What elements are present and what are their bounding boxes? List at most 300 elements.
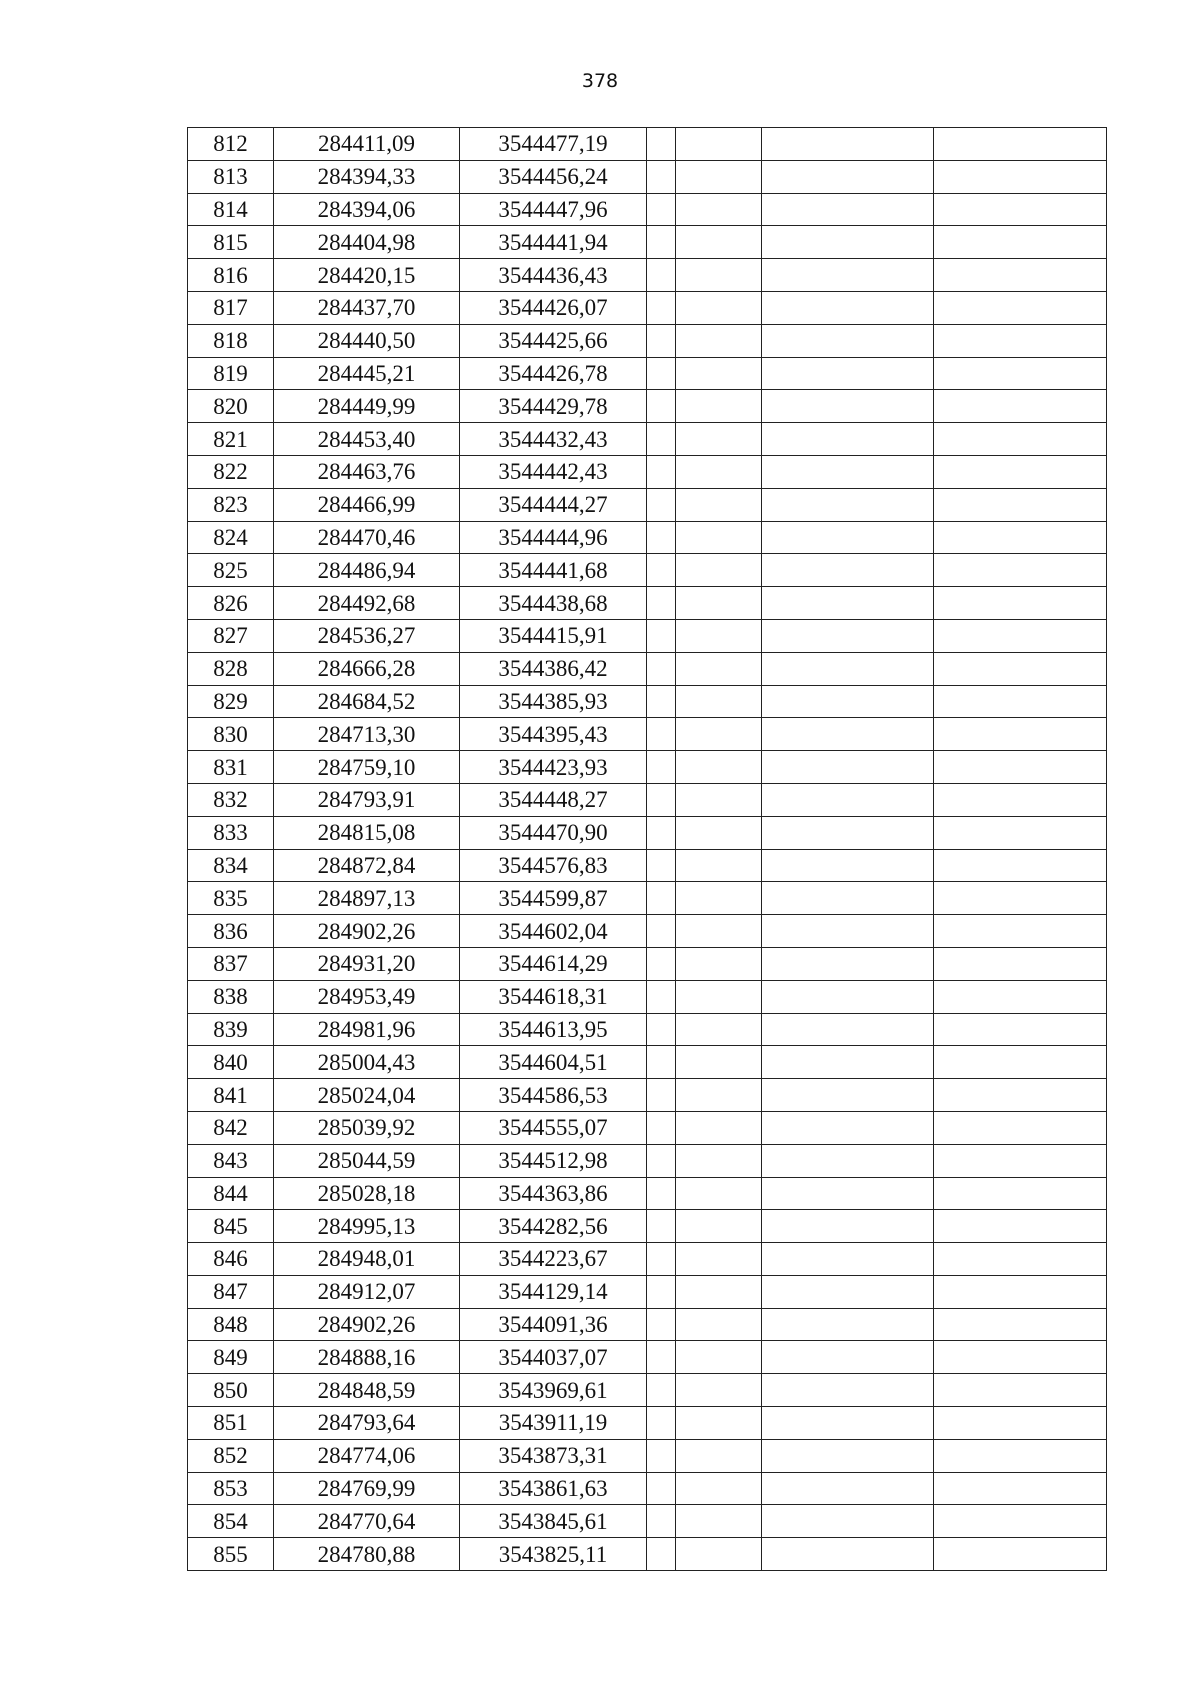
table-row xyxy=(188,488,1107,521)
x-coordinate-cell: 284411,09 xyxy=(274,128,460,161)
point-number-cell: 842 xyxy=(188,1111,274,1144)
y-coordinate-cell: 3544385,93 xyxy=(460,685,647,718)
y-coordinate-cell: 3544438,68 xyxy=(460,587,647,620)
point-number-cell: 840 xyxy=(188,1046,274,1079)
y-coordinate-cell: 3544037,07 xyxy=(460,1341,647,1374)
y-coordinate-cell: 3544223,67 xyxy=(460,1243,647,1276)
y-coordinate-cell: 3544386,42 xyxy=(460,652,647,685)
empty-cell xyxy=(647,783,676,816)
empty-cell xyxy=(934,1210,1107,1243)
empty-cell xyxy=(647,652,676,685)
point-number-cell: 839 xyxy=(188,1013,274,1046)
empty-cell xyxy=(647,718,676,751)
empty-cell xyxy=(676,1013,762,1046)
x-coordinate-cell: 284466,99 xyxy=(274,488,460,521)
table-row xyxy=(188,1111,1107,1144)
point-number-cell: 818 xyxy=(188,324,274,357)
empty-cell xyxy=(934,980,1107,1013)
empty-cell xyxy=(647,1538,676,1571)
x-coordinate-cell: 284536,27 xyxy=(274,619,460,652)
empty-cell xyxy=(934,324,1107,357)
y-coordinate-cell: 3544576,83 xyxy=(460,849,647,882)
table-row xyxy=(188,1144,1107,1177)
x-coordinate-cell: 285004,43 xyxy=(274,1046,460,1079)
table-row xyxy=(188,816,1107,849)
x-coordinate-cell: 284872,84 xyxy=(274,849,460,882)
table-row xyxy=(188,1275,1107,1308)
empty-cell xyxy=(647,291,676,324)
empty-cell xyxy=(762,1439,934,1472)
empty-cell xyxy=(762,128,934,161)
empty-cell xyxy=(676,259,762,292)
empty-cell xyxy=(762,160,934,193)
x-coordinate-cell: 284470,46 xyxy=(274,521,460,554)
empty-cell xyxy=(762,455,934,488)
x-coordinate-cell: 284437,70 xyxy=(274,291,460,324)
empty-cell xyxy=(676,1374,762,1407)
empty-cell xyxy=(676,1243,762,1276)
coordinates-table xyxy=(187,127,1107,1571)
empty-cell xyxy=(676,455,762,488)
x-coordinate-cell: 284931,20 xyxy=(274,947,460,980)
empty-cell xyxy=(762,1275,934,1308)
empty-cell xyxy=(762,1407,934,1440)
table-row xyxy=(188,357,1107,390)
point-number-cell: 838 xyxy=(188,980,274,1013)
point-number-cell: 853 xyxy=(188,1472,274,1505)
empty-cell xyxy=(647,751,676,784)
empty-cell xyxy=(676,1407,762,1440)
empty-cell xyxy=(934,1308,1107,1341)
table-row xyxy=(188,1374,1107,1407)
table-row xyxy=(188,1243,1107,1276)
empty-cell xyxy=(676,226,762,259)
empty-cell xyxy=(647,1275,676,1308)
empty-cell xyxy=(762,587,934,620)
empty-cell xyxy=(762,291,934,324)
empty-cell xyxy=(647,1013,676,1046)
empty-cell xyxy=(676,587,762,620)
x-coordinate-cell: 284713,30 xyxy=(274,718,460,751)
empty-cell xyxy=(762,980,934,1013)
table-row xyxy=(188,193,1107,226)
point-number-cell: 852 xyxy=(188,1439,274,1472)
empty-cell xyxy=(676,1210,762,1243)
empty-cell xyxy=(934,291,1107,324)
empty-cell xyxy=(934,259,1107,292)
empty-cell xyxy=(647,915,676,948)
x-coordinate-cell: 284759,10 xyxy=(274,751,460,784)
empty-cell xyxy=(934,718,1107,751)
table-row xyxy=(188,259,1107,292)
empty-cell xyxy=(934,882,1107,915)
table-row xyxy=(188,226,1107,259)
y-coordinate-cell: 3544436,43 xyxy=(460,259,647,292)
x-coordinate-cell: 284888,16 xyxy=(274,1341,460,1374)
empty-cell xyxy=(762,390,934,423)
empty-cell xyxy=(934,423,1107,456)
table-row xyxy=(188,947,1107,980)
x-coordinate-cell: 284666,28 xyxy=(274,652,460,685)
y-coordinate-cell: 3544602,04 xyxy=(460,915,647,948)
empty-cell xyxy=(934,1177,1107,1210)
empty-cell xyxy=(934,1111,1107,1144)
empty-cell xyxy=(647,1079,676,1112)
x-coordinate-cell: 284948,01 xyxy=(274,1243,460,1276)
empty-cell xyxy=(934,1538,1107,1571)
table-row xyxy=(188,521,1107,554)
table-row xyxy=(188,1210,1107,1243)
table-row xyxy=(188,128,1107,161)
empty-cell xyxy=(676,1505,762,1538)
empty-cell xyxy=(676,390,762,423)
y-coordinate-cell: 3544425,66 xyxy=(460,324,647,357)
point-number-cell: 816 xyxy=(188,259,274,292)
x-coordinate-cell: 284953,49 xyxy=(274,980,460,1013)
empty-cell xyxy=(762,1308,934,1341)
empty-cell xyxy=(762,521,934,554)
empty-cell xyxy=(647,390,676,423)
empty-cell xyxy=(934,816,1107,849)
x-coordinate-cell: 284404,98 xyxy=(274,226,460,259)
table-row xyxy=(188,324,1107,357)
y-coordinate-cell: 3544613,95 xyxy=(460,1013,647,1046)
x-coordinate-cell: 284486,94 xyxy=(274,554,460,587)
empty-cell xyxy=(762,783,934,816)
point-number-cell: 817 xyxy=(188,291,274,324)
table-row xyxy=(188,1308,1107,1341)
empty-cell xyxy=(762,1079,934,1112)
y-coordinate-cell: 3544423,93 xyxy=(460,751,647,784)
x-coordinate-cell: 285024,04 xyxy=(274,1079,460,1112)
table-row xyxy=(188,291,1107,324)
empty-cell xyxy=(934,226,1107,259)
point-number-cell: 833 xyxy=(188,816,274,849)
empty-cell xyxy=(934,1046,1107,1079)
y-coordinate-cell: 3544363,86 xyxy=(460,1177,647,1210)
point-number-cell: 855 xyxy=(188,1538,274,1571)
x-coordinate-cell: 284420,15 xyxy=(274,259,460,292)
empty-cell xyxy=(647,160,676,193)
x-coordinate-cell: 284815,08 xyxy=(274,816,460,849)
point-number-cell: 846 xyxy=(188,1243,274,1276)
empty-cell xyxy=(676,521,762,554)
table-row xyxy=(188,1538,1107,1571)
point-number-cell: 832 xyxy=(188,783,274,816)
empty-cell xyxy=(676,128,762,161)
point-number-cell: 847 xyxy=(188,1275,274,1308)
empty-cell xyxy=(647,423,676,456)
empty-cell xyxy=(762,324,934,357)
empty-cell xyxy=(762,259,934,292)
empty-cell xyxy=(762,915,934,948)
empty-cell xyxy=(762,1144,934,1177)
table-row xyxy=(188,1505,1107,1538)
empty-cell xyxy=(647,521,676,554)
x-coordinate-cell: 284440,50 xyxy=(274,324,460,357)
y-coordinate-cell: 3544448,27 xyxy=(460,783,647,816)
empty-cell xyxy=(934,1407,1107,1440)
empty-cell xyxy=(676,1538,762,1571)
table-row xyxy=(188,652,1107,685)
point-number-cell: 830 xyxy=(188,718,274,751)
empty-cell xyxy=(647,554,676,587)
page-number: 378 xyxy=(581,70,619,92)
empty-cell xyxy=(647,357,676,390)
empty-cell xyxy=(676,1308,762,1341)
empty-cell xyxy=(676,619,762,652)
empty-cell xyxy=(934,1341,1107,1374)
empty-cell xyxy=(676,718,762,751)
y-coordinate-cell: 3544282,56 xyxy=(460,1210,647,1243)
empty-cell xyxy=(934,1144,1107,1177)
empty-cell xyxy=(934,1079,1107,1112)
x-coordinate-cell: 284463,76 xyxy=(274,455,460,488)
empty-cell xyxy=(762,1177,934,1210)
empty-cell xyxy=(647,619,676,652)
empty-cell xyxy=(762,1243,934,1276)
point-number-cell: 836 xyxy=(188,915,274,948)
x-coordinate-cell: 284394,33 xyxy=(274,160,460,193)
empty-cell xyxy=(647,947,676,980)
empty-cell xyxy=(762,685,934,718)
empty-cell xyxy=(934,783,1107,816)
empty-cell xyxy=(676,1144,762,1177)
table-row xyxy=(188,849,1107,882)
empty-cell xyxy=(762,718,934,751)
empty-cell xyxy=(934,1505,1107,1538)
y-coordinate-cell: 3544432,43 xyxy=(460,423,647,456)
point-number-cell: 854 xyxy=(188,1505,274,1538)
table-row xyxy=(188,1079,1107,1112)
table-row xyxy=(188,390,1107,423)
x-coordinate-cell: 284774,06 xyxy=(274,1439,460,1472)
empty-cell xyxy=(647,226,676,259)
empty-cell xyxy=(647,1439,676,1472)
x-coordinate-cell: 284995,13 xyxy=(274,1210,460,1243)
empty-cell xyxy=(647,128,676,161)
x-coordinate-cell: 284770,64 xyxy=(274,1505,460,1538)
empty-cell xyxy=(762,1111,934,1144)
empty-cell xyxy=(934,652,1107,685)
point-number-cell: 835 xyxy=(188,882,274,915)
empty-cell xyxy=(647,1210,676,1243)
empty-cell xyxy=(676,1439,762,1472)
table-row xyxy=(188,160,1107,193)
empty-cell xyxy=(762,619,934,652)
y-coordinate-cell: 3544555,07 xyxy=(460,1111,647,1144)
empty-cell xyxy=(934,587,1107,620)
empty-cell xyxy=(934,685,1107,718)
point-number-cell: 820 xyxy=(188,390,274,423)
x-coordinate-cell: 284912,07 xyxy=(274,1275,460,1308)
point-number-cell: 815 xyxy=(188,226,274,259)
empty-cell xyxy=(676,980,762,1013)
point-number-cell: 829 xyxy=(188,685,274,718)
table-row xyxy=(188,1439,1107,1472)
empty-cell xyxy=(762,1505,934,1538)
y-coordinate-cell: 3544618,31 xyxy=(460,980,647,1013)
point-number-cell: 851 xyxy=(188,1407,274,1440)
empty-cell xyxy=(647,587,676,620)
y-coordinate-cell: 3543825,11 xyxy=(460,1538,647,1571)
table-row xyxy=(188,751,1107,784)
empty-cell xyxy=(647,488,676,521)
point-number-cell: 812 xyxy=(188,128,274,161)
empty-cell xyxy=(762,1341,934,1374)
table-row xyxy=(188,783,1107,816)
empty-cell xyxy=(934,1243,1107,1276)
y-coordinate-cell: 3543845,61 xyxy=(460,1505,647,1538)
empty-cell xyxy=(934,160,1107,193)
x-coordinate-cell: 284769,99 xyxy=(274,1472,460,1505)
point-number-cell: 822 xyxy=(188,455,274,488)
empty-cell xyxy=(934,947,1107,980)
y-coordinate-cell: 3544426,07 xyxy=(460,291,647,324)
empty-cell xyxy=(676,291,762,324)
empty-cell xyxy=(676,160,762,193)
empty-cell xyxy=(647,1308,676,1341)
x-coordinate-cell: 284793,91 xyxy=(274,783,460,816)
x-coordinate-cell: 284780,88 xyxy=(274,1538,460,1571)
table-row xyxy=(188,882,1107,915)
x-coordinate-cell: 284684,52 xyxy=(274,685,460,718)
point-number-cell: 849 xyxy=(188,1341,274,1374)
empty-cell xyxy=(647,849,676,882)
empty-cell xyxy=(934,455,1107,488)
table-row xyxy=(188,1013,1107,1046)
empty-cell xyxy=(934,1439,1107,1472)
y-coordinate-cell: 3543873,31 xyxy=(460,1439,647,1472)
empty-cell xyxy=(647,1046,676,1079)
empty-cell xyxy=(676,1472,762,1505)
empty-cell xyxy=(762,849,934,882)
empty-cell xyxy=(676,357,762,390)
point-number-cell: 813 xyxy=(188,160,274,193)
x-coordinate-cell: 284492,68 xyxy=(274,587,460,620)
y-coordinate-cell: 3544447,96 xyxy=(460,193,647,226)
empty-cell xyxy=(647,1111,676,1144)
table-row xyxy=(188,1341,1107,1374)
point-number-cell: 827 xyxy=(188,619,274,652)
empty-cell xyxy=(676,193,762,226)
point-number-cell: 850 xyxy=(188,1374,274,1407)
empty-cell xyxy=(647,193,676,226)
table-row xyxy=(188,587,1107,620)
empty-cell xyxy=(676,652,762,685)
x-coordinate-cell: 284848,59 xyxy=(274,1374,460,1407)
x-coordinate-cell: 284793,64 xyxy=(274,1407,460,1440)
y-coordinate-cell: 3544091,36 xyxy=(460,1308,647,1341)
empty-cell xyxy=(647,259,676,292)
x-coordinate-cell: 284897,13 xyxy=(274,882,460,915)
empty-cell xyxy=(647,1505,676,1538)
empty-cell xyxy=(676,751,762,784)
point-number-cell: 843 xyxy=(188,1144,274,1177)
y-coordinate-cell: 3544599,87 xyxy=(460,882,647,915)
point-number-cell: 828 xyxy=(188,652,274,685)
empty-cell xyxy=(762,1538,934,1571)
table-row xyxy=(188,1472,1107,1505)
empty-cell xyxy=(934,554,1107,587)
point-number-cell: 844 xyxy=(188,1177,274,1210)
empty-cell xyxy=(676,1275,762,1308)
empty-cell xyxy=(647,1243,676,1276)
y-coordinate-cell: 3544586,53 xyxy=(460,1079,647,1112)
empty-cell xyxy=(762,1472,934,1505)
empty-cell xyxy=(647,1374,676,1407)
empty-cell xyxy=(676,488,762,521)
empty-cell xyxy=(647,1144,676,1177)
empty-cell xyxy=(934,357,1107,390)
y-coordinate-cell: 3544441,68 xyxy=(460,554,647,587)
empty-cell xyxy=(676,1046,762,1079)
empty-cell xyxy=(647,685,676,718)
empty-cell xyxy=(647,980,676,1013)
empty-cell xyxy=(934,1374,1107,1407)
empty-cell xyxy=(762,816,934,849)
empty-cell xyxy=(762,193,934,226)
point-number-cell: 825 xyxy=(188,554,274,587)
empty-cell xyxy=(676,423,762,456)
point-number-cell: 823 xyxy=(188,488,274,521)
empty-cell xyxy=(647,455,676,488)
empty-cell xyxy=(676,324,762,357)
empty-cell xyxy=(676,1111,762,1144)
table-row xyxy=(188,455,1107,488)
empty-cell xyxy=(762,1374,934,1407)
empty-cell xyxy=(934,1013,1107,1046)
empty-cell xyxy=(676,1341,762,1374)
y-coordinate-cell: 3544415,91 xyxy=(460,619,647,652)
empty-cell xyxy=(676,915,762,948)
table-row xyxy=(188,619,1107,652)
point-number-cell: 841 xyxy=(188,1079,274,1112)
table-row xyxy=(188,718,1107,751)
y-coordinate-cell: 3544442,43 xyxy=(460,455,647,488)
point-number-cell: 824 xyxy=(188,521,274,554)
y-coordinate-cell: 3544512,98 xyxy=(460,1144,647,1177)
x-coordinate-cell: 284902,26 xyxy=(274,915,460,948)
empty-cell xyxy=(934,849,1107,882)
y-coordinate-cell: 3544426,78 xyxy=(460,357,647,390)
empty-cell xyxy=(676,685,762,718)
table-row xyxy=(188,980,1107,1013)
empty-cell xyxy=(676,783,762,816)
y-coordinate-cell: 3544444,27 xyxy=(460,488,647,521)
y-coordinate-cell: 3543861,63 xyxy=(460,1472,647,1505)
empty-cell xyxy=(762,423,934,456)
y-coordinate-cell: 3544441,94 xyxy=(460,226,647,259)
y-coordinate-cell: 3544395,43 xyxy=(460,718,647,751)
x-coordinate-cell: 285044,59 xyxy=(274,1144,460,1177)
empty-cell xyxy=(934,521,1107,554)
empty-cell xyxy=(676,1177,762,1210)
y-coordinate-cell: 3544444,96 xyxy=(460,521,647,554)
x-coordinate-cell: 284394,06 xyxy=(274,193,460,226)
point-number-cell: 831 xyxy=(188,751,274,784)
table-row xyxy=(188,1177,1107,1210)
empty-cell xyxy=(647,1341,676,1374)
x-coordinate-cell: 284981,96 xyxy=(274,1013,460,1046)
empty-cell xyxy=(934,915,1107,948)
table-row xyxy=(188,1046,1107,1079)
table-row xyxy=(188,915,1107,948)
empty-cell xyxy=(934,619,1107,652)
empty-cell xyxy=(762,882,934,915)
empty-cell xyxy=(676,816,762,849)
y-coordinate-cell: 3544477,19 xyxy=(460,128,647,161)
